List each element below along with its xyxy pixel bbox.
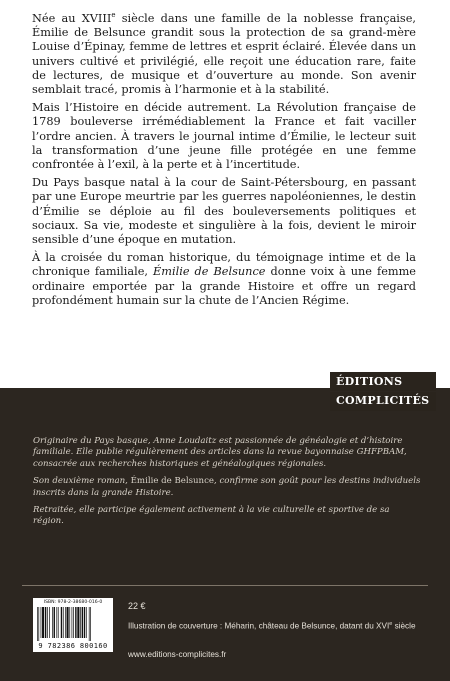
synopsis-paragraph-4: À la croisée du roman historique, du témoignage intime et de la chronique familiale, Émilie de Belsunce donne voix à une femme ordinaire emportée par la grande Histoire et offre un regard profondément humain sur la chute de l’Ancien Régime.	[32, 251, 416, 307]
barcode-bar	[52, 607, 53, 638]
publisher-name-line1: ÉDITIONS	[330, 372, 436, 391]
isbn-number: ISBN: 978-2-38680-016-0	[43, 600, 103, 605]
barcode-bar	[56, 607, 57, 638]
barcode-bar	[58, 607, 59, 638]
publisher-logo	[330, 372, 436, 411]
synopsis-paragraph-3: Du Pays basque natal à la cour de Saint-Pétersbourg, en passant par une Europe meurtrie par les guerres napoléoniennes, le destin d’Émilie se déploie au fil des bouleversements politiques et sociaux. Sa vie, modeste et singulière à la fois, devient le miroir sensible d’une époque en mutation.	[32, 176, 416, 247]
barcode-bar	[73, 607, 74, 638]
barcode-bar	[69, 607, 70, 638]
synopsis-paragraph-1: Née au XVIIIe siècle dans une famille de la noblesse française, Émilie de Belsunce grandit sous la protection de sa grand-mère Louise d’Épinay, femme de lettres et esprit éclairé. Élevée dans un univers cultivé et privilégié, elle reçoit une éducation rare, faite de lectures, de musique et d’ouverture au monde. Son avenir semblait tracé, promis à l’harmonie et à la stabilité.	[32, 11, 416, 97]
barcode-bar	[45, 607, 46, 638]
barcode-bar	[86, 607, 87, 638]
barcode-bar	[67, 607, 69, 638]
barcode-icon	[37, 607, 109, 641]
barcode-bar	[49, 607, 50, 638]
barcode-bar	[90, 607, 91, 641]
barcode-bar	[41, 607, 42, 638]
barcode-digits: 9 782386 800160	[38, 642, 108, 650]
barcode-bar	[47, 607, 48, 638]
barcode-bar	[75, 607, 76, 638]
book-title-roman: Émilie de Belsunce	[130, 476, 214, 487]
bio-paragraph-3: Retraitée, elle participe également activement à la vie culturelle et sportive de sa région.	[33, 505, 390, 527]
barcode-bar	[61, 607, 62, 638]
cover-illustration-credit: Illustration de couverture : Méharin, château de Belsunce, datant du XVIe siècle	[128, 621, 416, 631]
bio-paragraph-1: Originaire du Pays basque, Anne Loudaitz est passionnée de généalogie et d’histoire familiale. Elle publie régulièrement des articles dans la revue bayonnaise GHFPBAM, consacrée aux recherches historiques et généalogiques régionales.	[33, 436, 407, 469]
divider	[22, 585, 428, 586]
barcode-bar	[84, 607, 85, 638]
barcode-bar	[77, 607, 79, 638]
price-label: 22 €	[128, 601, 146, 611]
publisher-name-line2: COMPLICITÉS	[330, 392, 436, 411]
publisher-website: www.editions-complicites.fr	[128, 650, 227, 659]
barcode-bar	[82, 607, 83, 638]
barcode-bar	[65, 607, 66, 638]
barcode-bar	[63, 607, 64, 638]
barcode-bar	[38, 607, 39, 641]
book-title-inline: Émilie de Belsunce	[153, 265, 266, 279]
synopsis-text	[32, 12, 416, 308]
barcode-bar	[54, 607, 55, 638]
author-bio	[33, 436, 423, 534]
barcode-bar	[89, 607, 90, 641]
barcode-bar	[42, 607, 44, 638]
author-section	[0, 388, 450, 681]
bio-paragraph-2: Son deuxième roman, Émilie de Belsunce, confirme son goût pour les destins individuels inscrits dans la grande Histoire.	[33, 476, 421, 498]
isbn-barcode	[33, 598, 113, 652]
barcode-bar	[37, 607, 38, 641]
barcode-bar	[80, 607, 81, 638]
barcode-bar	[72, 607, 73, 638]
synopsis-paragraph-2: Mais l’Histoire en décide autrement. La Révolution française de 1789 bouleverse irrémédiablement la France et fait vaciller l’ordre ancien. À travers le journal intime d’Émilie, le lecteur suit la transformation d’une jeune fille protégée en une femme confrontée à l’exil, à la perte et à l’incertitude.	[32, 101, 416, 172]
